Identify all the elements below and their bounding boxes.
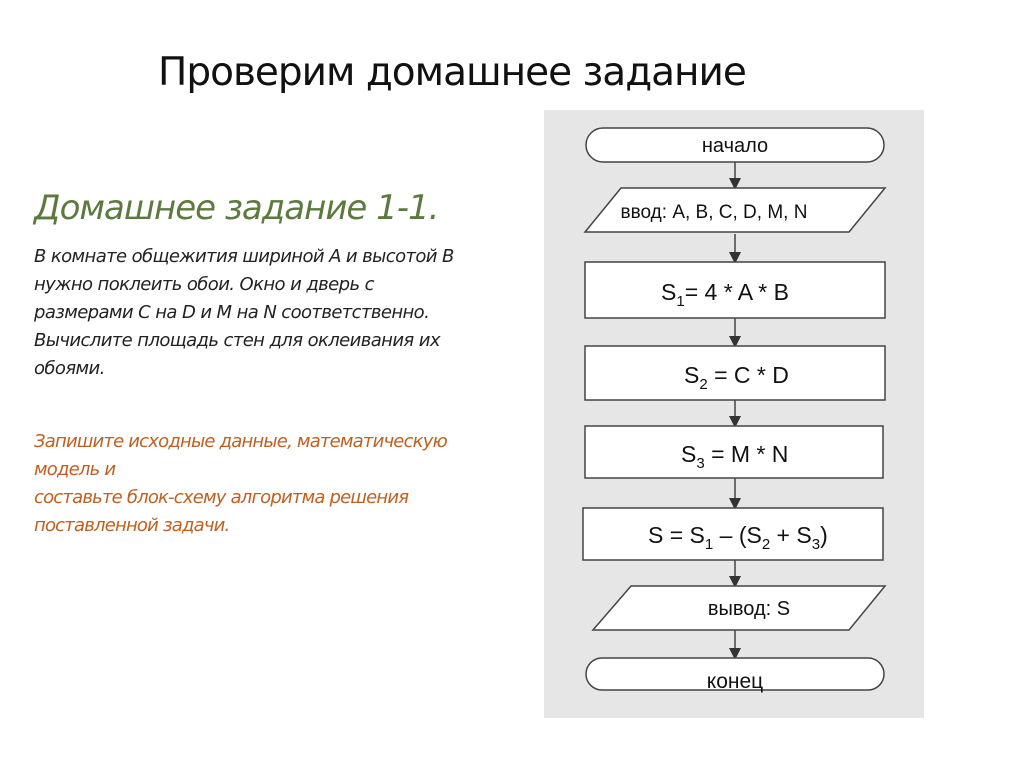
step4-formula: $S = S_1 - (S_2 + S_3)$: [648, 522, 828, 553]
process-step-4: [583, 508, 883, 560]
homework-heading: Домашнее задание 1-1.: [34, 188, 439, 228]
step2-formula: $S_2 = C * D$: [684, 362, 789, 393]
flowchart-panel: [544, 110, 924, 718]
homework-instruction-text: Запишите исходные данные, математическую модель и составьте блок-схему алгоритма решения поставленной задачи.: [34, 431, 447, 536]
input-label: ввод: A, B, C, D, M, N: [620, 202, 808, 223]
step1-formula: $S_1= 4 * A * B$: [661, 279, 789, 310]
homework-problem-text: В комнате общежития шириной А и высотой В нужно поклеить обои. Окно и дверь с размерами С на D и M на N соответственно. Вычислите площадь стен для оклеивания их обоями.: [34, 246, 454, 379]
start-terminator: [586, 128, 884, 162]
step3-formula: $S_3 = M * N$: [681, 441, 789, 472]
process-step-2: [585, 346, 885, 400]
output-block: [593, 586, 885, 630]
flowchart: [544, 110, 924, 718]
input-block: [585, 188, 885, 232]
end-terminator: [586, 658, 884, 693]
output-label: вывод: S: [707, 598, 791, 620]
start-label: начало: [701, 135, 769, 157]
slide-title: Проверим домашнее задание: [158, 50, 746, 95]
process-step-1: [585, 262, 885, 318]
end-label: конец: [706, 670, 764, 693]
process-step-3: [585, 426, 883, 478]
